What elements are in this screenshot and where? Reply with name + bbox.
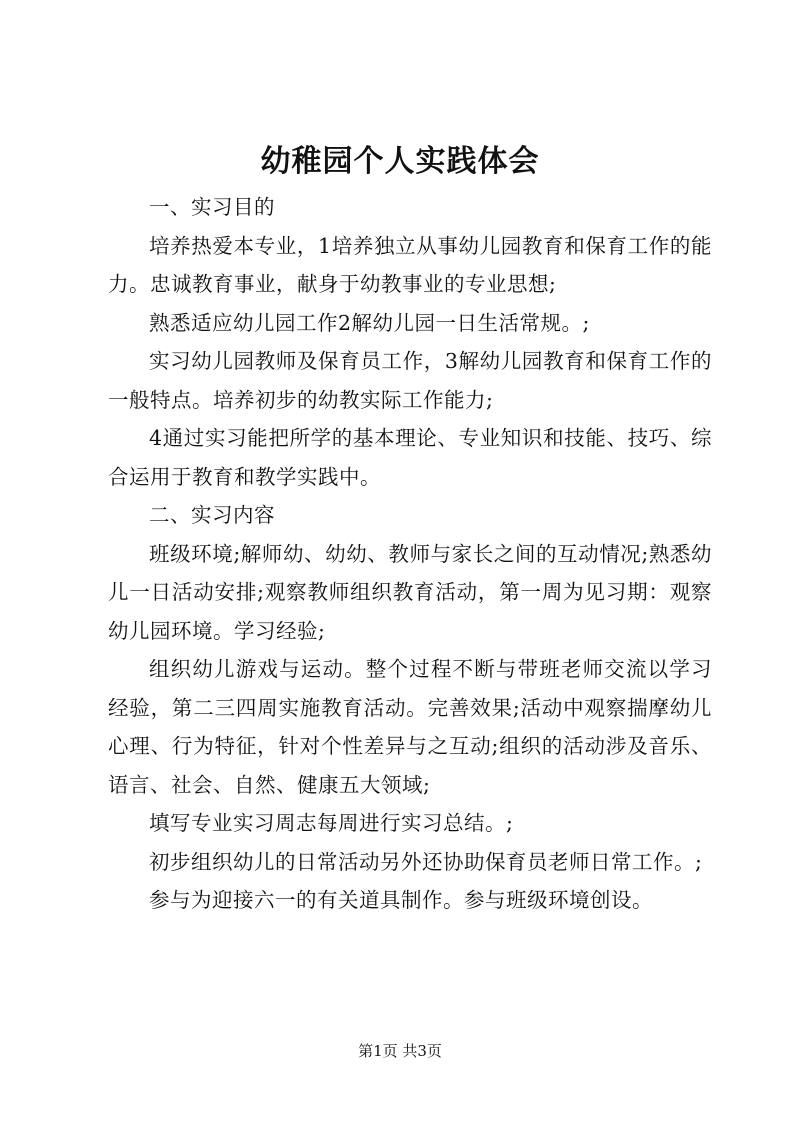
page-number-footer: 第1页 共3页 <box>358 1042 442 1060</box>
paragraph: 填写专业实习周志每周进行实习总结。; <box>149 811 514 835</box>
paragraph: 熟悉适应幼儿园工作2解幼儿园一日生活常规。; <box>149 310 590 335</box>
paragraph: 参与为迎接六一的有关道具制作。参与班级环境创设。 <box>149 888 653 912</box>
paragraph: 组织幼儿游戏与运动。整个过程不断与带班老师交流以学习经验，第二三四周实施教育活动。完善效果;活动中观察揣摩幼儿心理、行为特征，针对个性差异与之互动;组织的活动涉及音乐、语言、社会、自然、健康五大领域; <box>108 657 712 797</box>
paragraph: 实习幼儿园教师及保育员工作，3解幼儿园教育和保育工作的一般特点。培养初步的幼教实际工作能力; <box>108 349 712 412</box>
document-body <box>108 188 712 920</box>
paragraph: 初步组织幼儿的日常活动另外还协助保育员老师日常工作。; <box>149 849 703 874</box>
section-heading: 二、实习内容 <box>149 503 275 527</box>
section-heading: 一、实习目的 <box>149 195 275 219</box>
paragraph: 培养热爱本专业，1培养独立从事幼儿园教育和保育工作的能力。忠诚教育事业，献身于幼教事业的专业思想; <box>108 233 712 296</box>
document-title: 幼稚园个人实践体会 <box>260 144 540 179</box>
paragraph: 班级环境;解师幼、幼幼、教师与家长之间的互动情况;熟悉幼儿一日活动安排;观察教师组织教育活动，第一周为见习期：观察幼儿园环境。学习经验; <box>108 541 712 643</box>
paragraph: 4通过实习能把所学的基本理论、专业知识和技能、技巧、综合运用于教育和教学实践中。 <box>108 426 712 489</box>
